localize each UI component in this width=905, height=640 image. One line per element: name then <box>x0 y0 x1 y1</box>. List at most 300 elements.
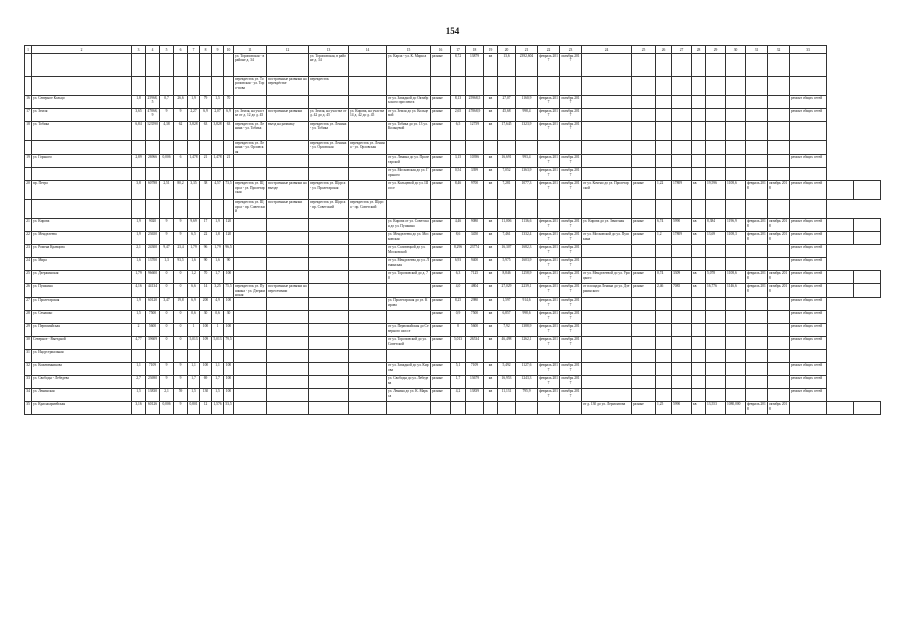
table-cell <box>188 54 200 77</box>
table-cell: 9 <box>174 232 188 245</box>
table-cell: 23774 <box>466 245 484 258</box>
table-cell: ул. Свободы до ул. Лебедева <box>387 376 431 389</box>
table-cell: 2,51 <box>160 181 174 200</box>
table-cell: 100 <box>200 324 212 337</box>
table-cell: октябрь 2017 <box>560 232 582 245</box>
table-cell: ремонт общих сетей <box>790 109 827 122</box>
table-cell <box>498 141 516 155</box>
table-cell: 16,776 <box>706 284 726 298</box>
table-cell <box>656 54 672 77</box>
table-cell: 13700 <box>146 258 160 271</box>
table-cell: ремонт общих сетей <box>790 258 827 271</box>
table-cell <box>498 350 516 363</box>
table-cell: 12759 <box>466 122 484 141</box>
table-cell <box>188 200 200 219</box>
table-cell <box>174 77 188 96</box>
table-cell: 70 <box>224 96 234 109</box>
table-cell <box>234 376 267 389</box>
table-cell <box>827 402 854 415</box>
table-cell: октябрь 2017 <box>560 219 582 232</box>
table-cell: 16,953 <box>498 376 516 389</box>
table-cell: 1,6 <box>188 258 200 271</box>
table-cell <box>656 298 672 311</box>
table-cell: октябрь 2017 <box>560 109 582 122</box>
table-cell <box>349 271 387 284</box>
table-cell <box>349 389 387 402</box>
table-cell: 5,013 <box>188 337 200 350</box>
table-cell <box>466 77 484 96</box>
table-cell <box>582 363 632 376</box>
table-cell: 1,6 <box>132 258 146 271</box>
table-cell <box>516 141 538 155</box>
table-row <box>25 122 881 141</box>
table-cell <box>234 96 267 109</box>
table-cell <box>582 54 632 77</box>
table-cell: 13,553 <box>706 402 726 415</box>
table-cell <box>349 219 387 232</box>
table-cell <box>768 350 790 363</box>
table-cell: 0,006 <box>160 155 174 168</box>
table-cell <box>349 96 387 109</box>
table-cell: 2,7 <box>132 376 146 389</box>
table-cell: разные <box>431 155 451 168</box>
table-cell: от ул. Западной до Октябрьского проспекта <box>387 96 431 109</box>
table-cell: кв <box>484 54 498 77</box>
table-cell: ремонт общих сетей <box>790 96 827 109</box>
table-cell <box>768 109 790 122</box>
table-cell <box>309 284 349 298</box>
table-cell <box>349 181 387 200</box>
table-cell <box>726 77 746 96</box>
table-row <box>25 109 881 122</box>
table-cell: разные <box>431 311 451 324</box>
column-number-header: 17 <box>451 46 466 54</box>
table-cell <box>267 141 309 155</box>
table-row <box>25 155 881 168</box>
table-row <box>25 258 881 271</box>
table-cell: февраль 2017 <box>538 337 560 350</box>
table-cell <box>451 350 466 363</box>
table-cell: разные <box>632 232 656 245</box>
table-cell <box>309 350 349 363</box>
table-cell: 1,2 <box>656 232 672 245</box>
table-cell <box>656 168 672 181</box>
table-cell: февраль 2017 <box>538 219 560 232</box>
table-cell: февраль 2017 <box>538 298 560 311</box>
table-cell: 9080 <box>466 219 484 232</box>
table-cell: 120 <box>224 219 234 232</box>
table-cell: 4,0 <box>451 284 466 298</box>
table-cell <box>768 168 790 181</box>
table-cell: 44134 <box>146 284 160 298</box>
column-number-header: 25 <box>632 46 656 54</box>
table-cell: 100 <box>224 363 234 376</box>
table-cell: 4804 <box>466 284 484 298</box>
table-cell: перекресток ул. Ленина - ул. Орловская <box>234 141 267 155</box>
table-cell: 1,5 <box>132 389 146 402</box>
table-cell: 1,1 <box>188 363 200 376</box>
table-cell <box>827 181 854 200</box>
table-cell: 9 <box>174 402 188 415</box>
column-number-header: 10 <box>224 46 234 54</box>
table-cell: 1108,6 <box>726 271 746 284</box>
table-cell: 8,72 <box>451 54 466 77</box>
table-row <box>25 232 881 245</box>
table-cell: разные <box>431 219 451 232</box>
table-cell: разные <box>431 271 451 284</box>
table-cell: 79,5 <box>224 337 234 350</box>
table-cell <box>746 155 768 168</box>
table-cell: от ул. Соловецкой до ул. Московской <box>387 245 431 258</box>
table-cell: 1,9 <box>132 219 146 232</box>
table-cell: 120 <box>224 232 234 245</box>
table-cell <box>726 168 746 181</box>
table-cell <box>746 141 768 155</box>
column-number-header: 19 <box>484 46 498 54</box>
table-row <box>25 402 881 415</box>
table-cell: 1,7 <box>188 376 200 389</box>
table-cell <box>632 245 656 258</box>
column-number-header: 5 <box>160 46 174 54</box>
table-cell: построенные развязки на перекрёстке <box>267 77 309 96</box>
table-cell: 100 <box>224 271 234 284</box>
table-cell <box>692 200 706 219</box>
table-body <box>25 54 881 415</box>
table-cell <box>746 376 768 389</box>
table-cell: перекресток ул. Щорса - пр. Советский <box>234 200 267 219</box>
table-cell <box>672 324 692 337</box>
table-cell <box>582 311 632 324</box>
table-cell: ремонт общих сетей <box>790 232 827 245</box>
table-cell <box>672 200 692 219</box>
table-cell <box>200 168 212 181</box>
table-cell <box>538 77 560 96</box>
table-cell: разные <box>431 363 451 376</box>
table-cell <box>451 402 466 415</box>
table-cell <box>656 109 672 122</box>
table-cell <box>309 402 349 415</box>
table-cell <box>672 155 692 168</box>
street-name <box>32 168 132 181</box>
table-cell <box>706 389 726 402</box>
street-name: ул. Дзержинская <box>32 271 132 284</box>
table-cell: от ул. Тороповской до ул. Советской <box>387 337 431 350</box>
table-cell <box>582 141 632 155</box>
table-cell: перекресток ул. Ленина - ул. Тобика <box>234 122 267 141</box>
table-cell: разные <box>632 402 656 415</box>
table-cell: 9400 <box>466 258 484 271</box>
table-cell: 16,691 <box>498 155 516 168</box>
table-cell: ремонт общих сетей <box>790 271 827 284</box>
table-cell: въезд на развязку <box>267 122 309 141</box>
table-cell: от площади Ленина до ул. Дзержинского <box>582 284 632 298</box>
column-number-header: 15 <box>387 46 431 54</box>
table-cell <box>267 168 309 181</box>
table-cell: 1332,4 <box>516 232 538 245</box>
street-name: ул. Кожевенникова <box>32 363 132 376</box>
table-cell: кв <box>484 284 498 298</box>
table-cell: кв <box>692 232 706 245</box>
table-cell <box>672 298 692 311</box>
table-cell: февраль 2017 <box>538 376 560 389</box>
table-cell: октябрь 2018 <box>768 402 790 415</box>
table-cell <box>349 54 387 77</box>
table-cell <box>267 232 309 245</box>
table-cell: 4,46 <box>451 219 466 232</box>
table-cell: октябрь 2017 <box>560 122 582 141</box>
table-cell <box>451 141 466 155</box>
table-cell <box>349 376 387 389</box>
row-number: 23 <box>25 245 32 258</box>
table-cell <box>387 200 431 219</box>
table-cell: 0 <box>174 324 188 337</box>
table-row <box>25 311 881 324</box>
table-cell <box>188 77 200 96</box>
table-cell: 0 <box>174 271 188 284</box>
table-cell <box>656 324 672 337</box>
table-cell: разные <box>431 324 451 337</box>
table-cell: 1108,3 <box>726 232 746 245</box>
table-cell <box>726 109 746 122</box>
table-cell: разные <box>431 54 451 77</box>
table-cell <box>234 311 267 324</box>
table-cell <box>309 298 349 311</box>
table-cell <box>726 245 746 258</box>
column-number-header: 13 <box>309 46 349 54</box>
table-cell <box>790 54 827 77</box>
table-cell: 4,38 <box>160 122 174 141</box>
table-cell <box>212 350 224 363</box>
table-cell <box>267 245 309 258</box>
table-cell: перекресток ул. Пушкина - ул. Дзержинская <box>235 284 265 298</box>
table-cell: 11,006 <box>498 219 516 232</box>
table-cell: 0 <box>160 284 174 298</box>
table-cell: октябрь 2018 <box>768 181 790 200</box>
table-cell: 9 <box>174 376 188 389</box>
table-cell <box>431 402 451 415</box>
column-number-header: 3 <box>132 46 146 54</box>
street-name: ул. Земля <box>32 109 132 122</box>
table-cell <box>349 232 387 245</box>
table-cell <box>234 337 267 350</box>
table-cell <box>726 155 746 168</box>
table-cell: 1,9 <box>212 219 224 232</box>
table-cell: 1,5 <box>212 389 224 402</box>
table-cell: перекресток ул. Ленина - ул. Тобика <box>309 122 349 141</box>
row-number: 28 <box>25 311 32 324</box>
table-cell <box>234 245 267 258</box>
column-number-header: 4 <box>146 46 160 54</box>
table-cell: 1,1 <box>132 363 146 376</box>
table-cell <box>267 389 309 402</box>
table-cell <box>790 168 827 181</box>
table-cell <box>854 271 881 284</box>
table-cell <box>706 168 726 181</box>
table-cell: 8,846 <box>498 271 516 284</box>
table-cell <box>746 245 768 258</box>
table-cell: 30 <box>200 311 212 324</box>
table-cell <box>692 350 706 363</box>
table-cell <box>582 109 632 122</box>
table-cell: 1,25 <box>656 402 672 415</box>
table-cell: от ул. Первомайская до Северного шоссе <box>387 324 431 337</box>
table-cell <box>188 168 200 181</box>
table-cell <box>387 284 431 298</box>
table-cell <box>692 389 706 402</box>
table-cell <box>516 200 538 219</box>
table-cell: 13,6 <box>498 54 516 77</box>
table-cell: 8,296 <box>451 245 466 258</box>
table-cell: 26966 <box>146 155 160 168</box>
table-cell <box>768 155 790 168</box>
table-cell <box>632 96 656 109</box>
table-cell: 4,16 <box>132 284 146 298</box>
table-cell: перекресток ул. Тороповская - ул. Тоpо-пова <box>234 77 267 96</box>
column-number-header: 9 <box>212 46 224 54</box>
table-cell <box>656 311 672 324</box>
table-cell <box>146 350 160 363</box>
table-cell: 19,596 <box>706 181 726 200</box>
table-cell: 8,46 <box>451 181 466 200</box>
table-cell: кв <box>484 155 498 168</box>
table-cell: от ул. Кольцевой до ул. Шоссе <box>387 181 431 200</box>
table-cell <box>160 168 174 181</box>
table-cell: 1,3 <box>160 258 174 271</box>
table-cell <box>349 402 387 415</box>
table-cell <box>632 311 656 324</box>
table-cell <box>132 168 146 181</box>
table-cell <box>726 324 746 337</box>
table-cell: 100 <box>224 389 234 402</box>
table-cell: 8,6 <box>451 232 466 245</box>
table-cell <box>582 155 632 168</box>
table-cell: построенные развязки <box>267 109 309 122</box>
table-cell: октябрь 2017 <box>560 311 582 324</box>
table-cell: 0,6 <box>188 311 200 324</box>
table-cell <box>768 200 790 219</box>
table-cell: 6 <box>174 155 188 168</box>
table-cell: 1 <box>212 324 224 337</box>
table-cell <box>768 311 790 324</box>
table-cell: кв <box>692 402 706 415</box>
table-cell <box>267 271 309 284</box>
table-cell: 1,7 <box>212 271 224 284</box>
table-cell <box>656 77 672 96</box>
table-cell <box>234 155 267 168</box>
column-number-header: 28 <box>692 46 706 54</box>
table-cell <box>706 311 726 324</box>
table-cell <box>146 141 160 155</box>
table-cell <box>267 96 309 109</box>
table-cell <box>146 168 160 181</box>
table-cell <box>234 298 267 311</box>
table-cell: 9,47 <box>160 245 174 258</box>
table-cell: 6,9 <box>224 109 234 122</box>
table-cell <box>632 168 656 181</box>
table-cell <box>692 96 706 109</box>
table-cell: 200 <box>200 298 212 311</box>
table-cell: октябрь 2017 <box>560 54 582 77</box>
table-cell <box>692 258 706 271</box>
street-name <box>32 77 132 96</box>
table-cell: 2,65 <box>451 109 466 122</box>
row-number <box>25 141 32 155</box>
table-cell: 80,2 <box>174 181 188 200</box>
table-cell: от ул. Московской до ул. Пушкина <box>582 232 632 245</box>
table-cell: 23690 <box>146 376 160 389</box>
table-row <box>25 284 881 298</box>
table-cell: перекресток ул. Щорса - пр. Советский <box>349 200 387 219</box>
table-cell <box>827 284 854 298</box>
table-cell <box>160 141 174 155</box>
table-cell: февраль 2017 <box>538 363 560 376</box>
row-number: 22 <box>25 232 32 245</box>
table-cell: 23,4 <box>174 245 188 258</box>
row-number <box>25 54 32 77</box>
table-cell <box>200 77 212 96</box>
table-cell: 9 <box>174 219 188 232</box>
table-cell <box>349 122 387 141</box>
table-cell: февраль 2017 <box>538 96 560 109</box>
table-cell <box>768 337 790 350</box>
table-cell <box>309 219 349 232</box>
table-cell: 9 <box>174 363 188 376</box>
table-cell <box>692 337 706 350</box>
table-cell: от ул. Московская до ул. Горького <box>387 168 431 181</box>
table-cell: 75,5 <box>224 284 234 298</box>
table-cell: 2392,604 <box>516 54 538 77</box>
table-row <box>25 324 881 337</box>
table-cell <box>234 324 267 337</box>
table-cell <box>854 402 881 415</box>
table-cell <box>672 168 692 181</box>
table-cell: 27,029 <box>498 284 516 298</box>
table-cell: разные <box>632 284 656 298</box>
table-cell: 0 <box>160 271 174 284</box>
table-cell <box>656 245 672 258</box>
row-number: 29 <box>25 324 32 337</box>
table-cell: 1077,3 <box>516 181 538 200</box>
table-cell <box>768 96 790 109</box>
table-cell <box>309 324 349 337</box>
table-cell <box>706 200 726 219</box>
table-cell: февраль 2017 <box>538 389 560 402</box>
table-cell <box>174 350 188 363</box>
table-cell <box>726 141 746 155</box>
table-cell <box>212 200 224 219</box>
table-cell: 59 <box>174 389 188 402</box>
table-cell: 5600 <box>146 324 160 337</box>
table-cell <box>790 77 827 96</box>
table-cell <box>234 219 267 232</box>
table-cell <box>692 376 706 389</box>
table-cell <box>746 54 768 77</box>
table-cell <box>672 376 692 389</box>
street-name: ул. Пролетарская <box>32 298 132 311</box>
column-number-header: 2 <box>32 46 132 54</box>
table-cell: кв <box>484 298 498 311</box>
table-cell <box>267 324 309 337</box>
table-cell <box>267 376 309 389</box>
table-cell: февраль 2017 <box>538 232 560 245</box>
table-cell: 6,9 <box>200 109 212 122</box>
table-cell <box>632 337 656 350</box>
table-cell: февраль 2018 <box>746 284 768 298</box>
table-cell <box>349 324 387 337</box>
table-cell <box>560 402 582 415</box>
table-cell <box>132 54 146 77</box>
table-cell <box>160 200 174 219</box>
